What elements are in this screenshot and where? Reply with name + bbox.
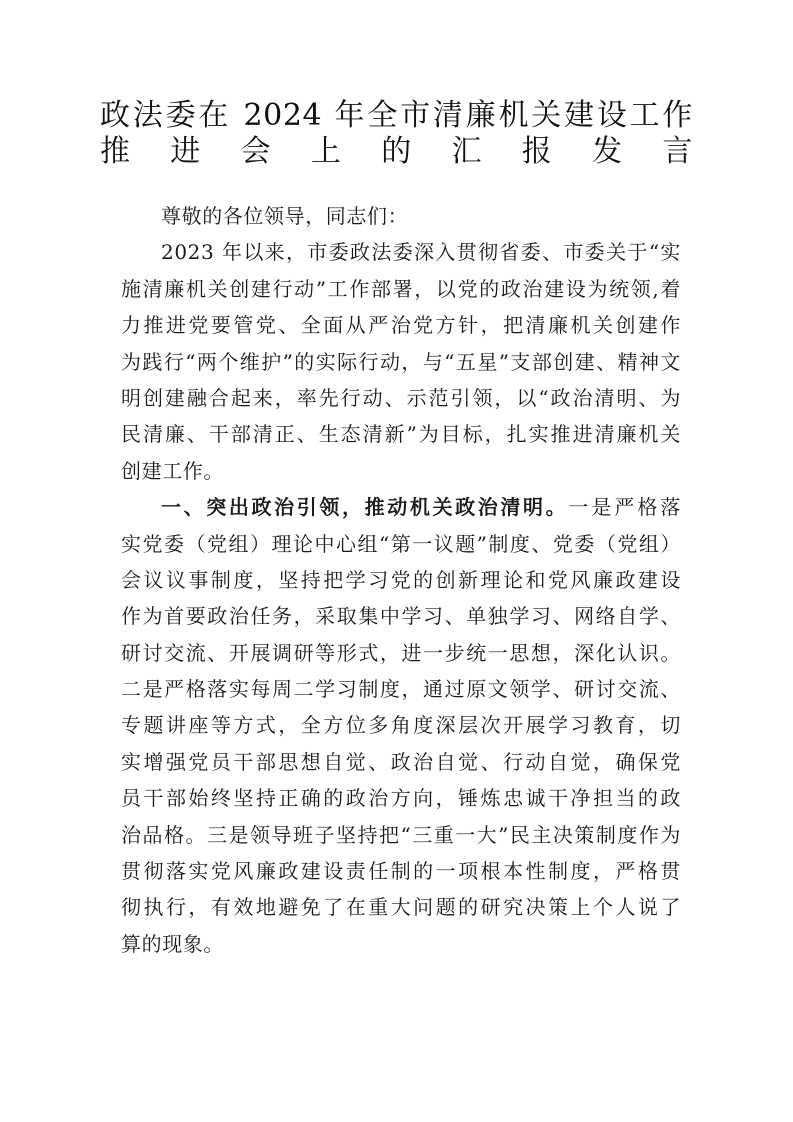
title-line: 政法委在 2024 年全市清廉机关建设工作 (100, 98, 693, 133)
document-title (100, 98, 693, 171)
paragraph-line: 彻执行，有效地避免了在重大问题的研究决策上个人说了 (121, 895, 681, 920)
paragraph-line: 实增强党员干部思想自觉、政治自觉、行动自觉，确保党 (121, 749, 681, 774)
salutation: 尊敬的各位领导，同志们： (161, 204, 409, 228)
paragraph-line: 治品格。三是领导班子坚持把“三重一大”民主决策制度作为 (121, 822, 681, 847)
paragraph-line: 2023 年以来，市委政法委深入贯彻省委、市委关于“实 (161, 240, 681, 265)
section-heading: 一、突出政治引领，推动机关政治清明。 (161, 495, 569, 520)
paragraph-line: 力推进党要管党、全面从严治党方针，把清廉机关创建作 (121, 313, 681, 338)
document-body (121, 198, 681, 962)
paragraph-line: 实党委（党组）理论中心组“第一议题”制度、党委（党组） (121, 531, 681, 556)
section-1-paragraph (121, 489, 681, 962)
paragraph-line: 明创建融合起来，率先行动、示范引领，以“政治清明、为 (121, 385, 681, 410)
paragraph-line: 民清廉、干部清正、生态清新”为目标，扎实推进清廉机关 (121, 422, 681, 447)
paragraph-line (121, 489, 681, 525)
title-line: 推进会上的汇报发言 (100, 134, 693, 170)
paragraph-line: 员干部始终坚持正确的政治方向，锤炼忠诚干净担当的政 (121, 786, 681, 811)
paragraph-line: 算的现象。 (121, 931, 224, 956)
paragraph-line: 为践行“两个维护”的实际行动，与“五星”支部创建、精神文 (121, 349, 681, 374)
paragraph-line: 研讨交流、开展调研等形式，进一步统一思想，深化认识。 (121, 640, 681, 665)
paragraph-line: 创建工作。 (121, 458, 224, 483)
paragraph-line: 贯彻落实党风廉政建设责任制的一项根本性制度，严格贯 (121, 859, 681, 884)
paragraph-line: 施清廉机关创建行动”工作部署，以党的政治建设为统领,着 (121, 276, 681, 301)
paragraph-line: 作为首要政治任务，采取集中学习、单独学习、网络自学、 (121, 604, 681, 629)
paragraph-line: 专题讲座等方式，全方位多角度深层次开展学习教育，切 (121, 713, 681, 738)
section-text: 一是严格落 (568, 495, 682, 520)
paragraph-line: 二是严格落实每周二学习制度，通过原文领学、研讨交流、 (121, 677, 681, 702)
intro-paragraph (121, 234, 681, 489)
paragraph-line: 会议议事制度，坚持把学习党的创新理论和党风廉政建设 (121, 567, 681, 592)
